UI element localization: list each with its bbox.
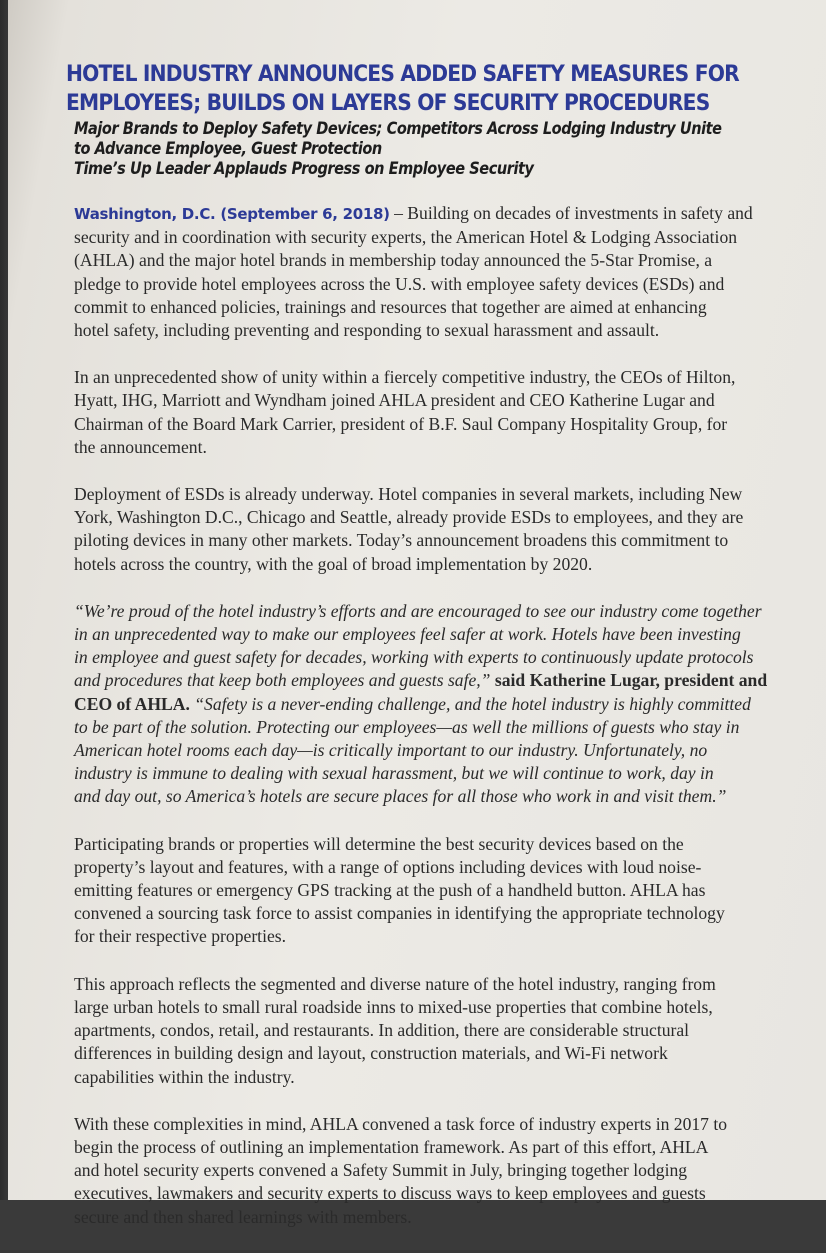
paragraph-5-line: for their respective properties. — [74, 926, 287, 947]
paragraph-5-line: property’s layout and features, with a range of options including devices with loud noise- — [74, 856, 702, 877]
paragraph-2 — [74, 366, 774, 459]
paragraph-7-line: executives, lawmakers and security experts to discuss ways to keep employees and guests — [74, 1183, 706, 1204]
headline-line-2: EMPLOYEES; BUILDS ON LAYERS OF SECURITY PROCEDURES — [66, 90, 710, 116]
paragraph-1-line: pledge to provide hotel employees across the U.S. with employee safety devices (ESDs) and — [74, 273, 725, 294]
quote-line: “Safety is a never-ending challenge, and the hotel industry is highly committed — [189, 693, 751, 714]
article-body — [74, 202, 774, 1253]
subhead-line-1: Major Brands to Deploy Safety Devices; Competitors Across Lodging Industry Unite — [74, 119, 722, 138]
quote-line: in an unprecedented way to make our employees feel safer at work. Hotels have been investing — [74, 624, 741, 645]
quote-attribution: CEO of AHLA. — [74, 693, 190, 714]
press-release-page — [8, 0, 826, 1227]
quote-line: American hotel rooms each day—is critically important to our industry. Unfortunately, no — [74, 740, 708, 761]
paragraph-7-line: and hotel security experts convened a Safety Summit in July, bringing together lodging — [74, 1160, 688, 1181]
paragraph-3-line: piloting devices in many other markets. Today’s announcement broadens this commitment to — [74, 530, 729, 551]
quote-line: to be part of the solution. Protecting our employees—as well the millions of guests who stay in — [74, 716, 740, 737]
paragraph-6-line: large urban hotels to small rural roadside inns to mixed-use properties that combine hotels, — [74, 996, 713, 1017]
paragraph-1-line: commit to enhanced policies, trainings and resources that together are aimed at enhancing — [74, 296, 707, 317]
paragraph-6-line: apartments, condos, retail, and restaurants. In addition, there are considerable structural — [74, 1020, 690, 1041]
paragraph-5 — [74, 833, 774, 949]
quote-line: industry is immune to dealing with sexual harassment, but we will continue to work, day in — [74, 763, 714, 784]
paragraph-1-line: (AHLA) and the major hotel brands in membership today announced the 5-Star Promise, a — [74, 250, 713, 271]
paragraph-6-line: differences in building design and layout, construction materials, and Wi-Fi network — [74, 1043, 668, 1064]
quote-line: and day out, so America’s hotels are secure places for all those who work in and visit them.” — [74, 786, 727, 807]
quote-line: “We’re proud of the hotel industry’s efforts and are encouraged to see our industry come together — [74, 600, 762, 621]
paragraph-2-line: Chairman of the Board Mark Carrier, president of B.F. Saul Company Hospitality Group, for — [74, 413, 728, 434]
paragraph-1-line: hotel safety, including preventing and responding to sexual harassment and assault. — [74, 320, 660, 341]
paragraph-4-quote — [74, 600, 774, 809]
headline — [66, 60, 739, 118]
subhead-line-3: Time’s Up Leader Applauds Progress on Employee Security — [74, 159, 534, 178]
paragraph-6-line: This approach reflects the segmented and diverse nature of the hotel industry, ranging from — [74, 973, 716, 994]
paragraph-5-line: convened a sourcing task force to assist companies in identifying the appropriate technology — [74, 903, 725, 924]
quote-attribution: said Katherine Lugar, president and — [490, 670, 768, 691]
paragraph-6-line: capabilities within the industry. — [74, 1066, 295, 1087]
paragraph-7-line: With these complexities in mind, AHLA convened a task force of industry experts in 2017 to — [74, 1113, 728, 1134]
paragraph-1-line: security and in coordination with security experts, the American Hotel & Lodging Association — [74, 227, 738, 248]
paragraph-5-line: Participating brands or properties will determine the best security devices based on the — [74, 833, 684, 854]
subheadline — [74, 119, 722, 179]
quote-line: in employee and guest safety for decades, working with experts to continuously update protocols — [74, 647, 754, 668]
paragraph-5-line: emitting features or emergency GPS tracking at the push of a handheld button. AHLA has — [74, 880, 706, 901]
paragraph-7-line: secure and then shared learnings with members. — [74, 1206, 412, 1227]
paragraph-3-line: hotels across the country, with the goal of broad implementation by 2020. — [74, 553, 593, 574]
paragraph-2-line: Hyatt, IHG, Marriott and Wyndham joined AHLA president and CEO Katherine Lugar and — [74, 390, 715, 411]
paragraph-2-line: In an unprecedented show of unity within a fiercely competitive industry, the CEOs of Hilton, — [74, 367, 736, 388]
paragraph-1 — [74, 202, 774, 342]
paragraph-3-line: York, Washington D.C., Chicago and Seattle, already provide ESDs to employees, and they are — [74, 507, 744, 528]
paragraph-7 — [74, 1113, 774, 1229]
paragraph-7-line: begin the process of outlining an implementation framework. As part of this effort, AHLA — [74, 1136, 709, 1157]
dateline: Washington, D.C. (September 6, 2018) — [74, 205, 390, 223]
paragraph-3-line: Deployment of ESDs is already underway. Hotel companies in several markets, including New — [74, 484, 743, 505]
paragraph-1-line: – Building on decades of investments in safety and — [389, 203, 753, 223]
quote-line: and procedures that keep both employees and guests safe,” — [74, 670, 491, 691]
subhead-line-2: to Advance Employee, Guest Protection — [74, 139, 382, 158]
paragraph-2-line: the announcement. — [74, 436, 207, 457]
headline-line-1: HOTEL INDUSTRY ANNOUNCES ADDED SAFETY MEASURES FOR — [66, 61, 739, 87]
paragraph-3 — [74, 483, 774, 576]
paragraph-6 — [74, 973, 774, 1089]
